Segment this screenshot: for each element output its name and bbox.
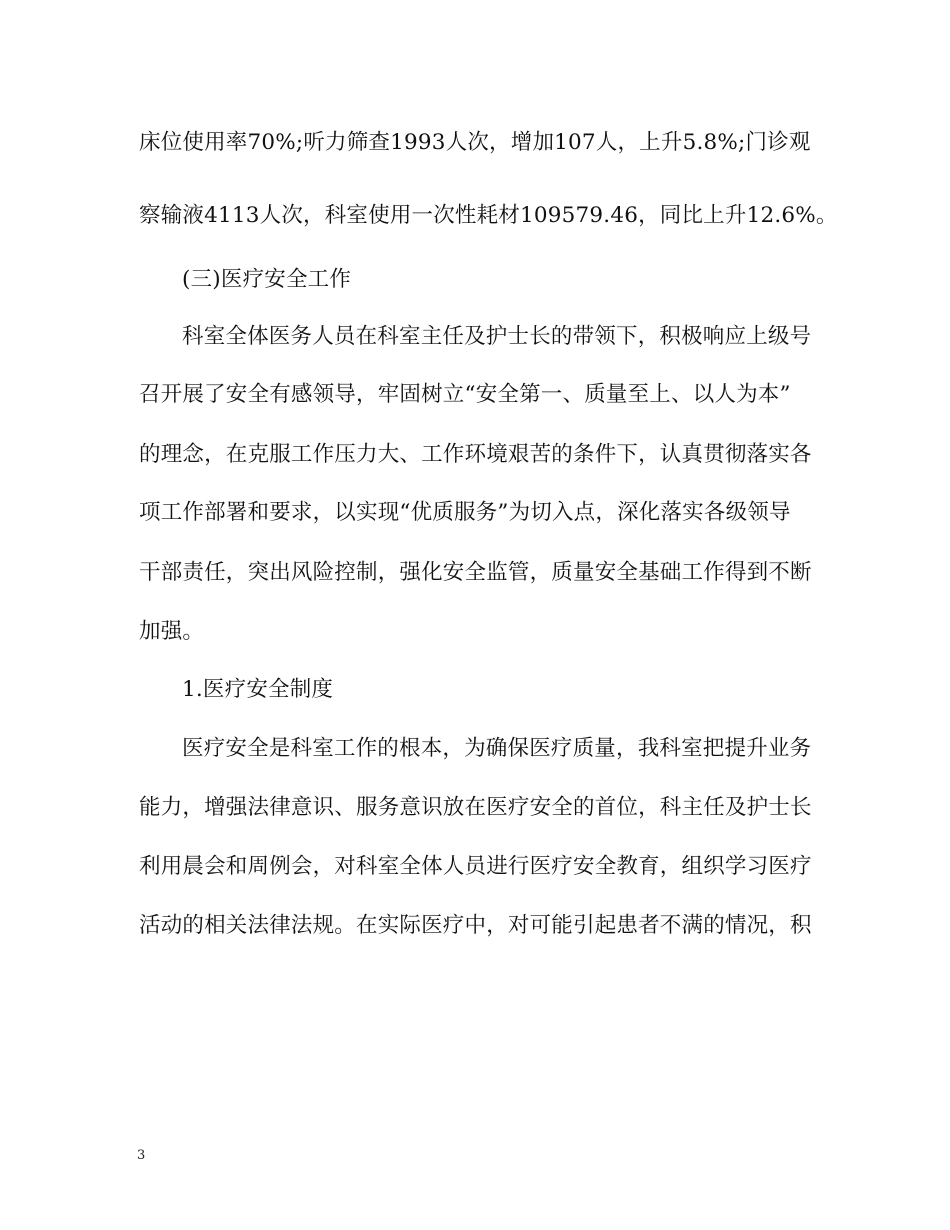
- body-text-line: 项工作部署和要求，以实现“优质服务”为切入点，深化落实各级领导: [139, 500, 791, 525]
- subsection-heading: 1.医疗安全制度: [182, 677, 334, 702]
- body-text-line: 干部责任，突出风险控制，强化安全监管，质量安全基础工作得到不断: [139, 560, 812, 585]
- body-text-line: 察输液4113人次，科室使用一次性耗材109579.46，同比上升12.6%。: [139, 203, 838, 228]
- section-heading: (三)医疗安全工作: [182, 267, 352, 292]
- paragraph-first-line: 医疗安全是科室工作的根本，为确保医疗质量，我科室把提升业务: [182, 736, 812, 761]
- body-text-line: 床位使用率70%;听力筛查1993人次，增加107人，上升5.8%;门诊观: [139, 130, 811, 155]
- page-number: 3: [137, 1148, 146, 1163]
- body-text-line: 召开展了安全有感领导，牢固树立“安全第一、质量至上、以人为本”: [139, 382, 791, 407]
- body-text-line: 利用晨会和周例会，对科室全体人员进行医疗安全教育，组织学习医疗: [139, 854, 812, 879]
- body-text-line: 活动的相关法律法规。在实际医疗中，对可能引起患者不满的情况，积: [139, 913, 812, 938]
- body-text-line: 能力，增强法律意识、服务意识放在医疗安全的首位，科主任及护士长: [139, 795, 812, 820]
- paragraph-first-line: 科室全体医务人员在科室主任及护士长的带领下，积极响应上级号: [182, 324, 812, 349]
- body-text-line: 加强。: [139, 619, 205, 644]
- body-text-line: 的理念，在克服工作压力大、工作环境艰苦的条件下，认真贯彻落实各: [139, 442, 812, 467]
